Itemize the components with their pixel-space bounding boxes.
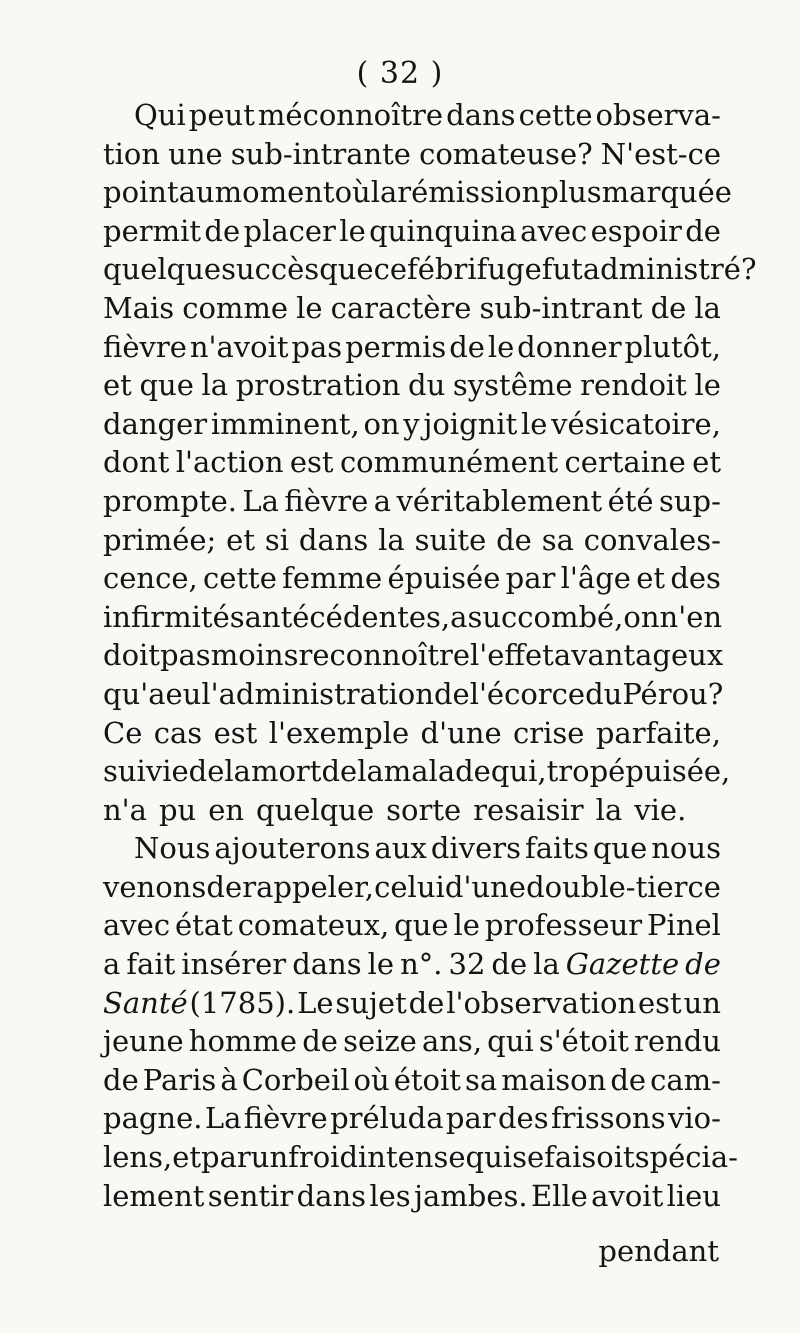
word: qui [465, 1140, 513, 1175]
word: nous [651, 831, 721, 866]
word: caractère [330, 290, 472, 325]
text-line [103, 1138, 738, 1177]
word: l'exemple [268, 715, 410, 750]
word: jambes. [414, 1178, 528, 1213]
word: s'étoit [538, 1024, 629, 1059]
word: rendu [634, 1024, 721, 1059]
word: l'âge [560, 561, 631, 596]
word: sub-intrante [230, 136, 411, 171]
word: pas [291, 329, 343, 364]
word: par [201, 1140, 251, 1175]
word: et [172, 1140, 202, 1175]
word: un [250, 1140, 289, 1175]
word: succès [221, 252, 320, 287]
text-line [103, 752, 731, 791]
word: que [394, 908, 449, 943]
word: prostration [235, 368, 401, 403]
word: seize [343, 1024, 417, 1059]
word: fièvre [284, 483, 369, 518]
word: dont [103, 445, 170, 480]
word: méconnoître [257, 98, 444, 132]
word: quelque [256, 792, 375, 827]
word: avantageux [553, 638, 724, 673]
text-line [103, 598, 721, 637]
word: on [363, 406, 400, 441]
word: sujet [335, 985, 407, 1020]
word: maison [501, 1062, 607, 1097]
word: étoit [393, 1062, 461, 1097]
word: par [505, 561, 556, 596]
word: comme [182, 290, 289, 325]
word: des [670, 561, 721, 596]
page-number: ( 32 ) [356, 56, 444, 91]
word: de [103, 1062, 139, 1097]
word: Paris [142, 1062, 217, 1097]
word: qui [487, 1024, 534, 1059]
word: la [595, 792, 623, 827]
word: rendoit [580, 368, 687, 403]
word: à [220, 1062, 238, 1097]
word: que [319, 252, 374, 287]
word: comateuse? [419, 136, 593, 171]
word: avoit [591, 1178, 664, 1213]
word: la [694, 290, 721, 325]
word: Le [297, 985, 334, 1020]
word: avec [103, 908, 171, 943]
word: venons [103, 869, 207, 904]
word: eu [165, 676, 202, 711]
text-line [103, 636, 724, 675]
word: et [226, 522, 255, 557]
word: le [339, 213, 366, 248]
word: primée; [103, 522, 217, 557]
word: de [408, 985, 445, 1020]
text-line [103, 945, 721, 984]
word: succombé, [467, 599, 624, 634]
word: sorte [386, 792, 462, 827]
word: fièvre [103, 329, 187, 364]
word: point [103, 175, 179, 210]
word: d'une [420, 715, 502, 750]
word: n'avoit [189, 329, 289, 364]
word: avec [520, 213, 588, 248]
word: doit [103, 638, 160, 673]
word: quelque [103, 252, 222, 287]
word: en [208, 792, 245, 827]
word: permit [103, 213, 202, 248]
text-line [103, 984, 721, 1023]
word: du [408, 368, 446, 403]
text-line [103, 1022, 721, 1061]
word: imminent, [210, 406, 360, 441]
word: 32 [448, 947, 486, 982]
word: parfaite, [595, 715, 721, 750]
word: le [296, 290, 323, 325]
word: la [370, 175, 398, 210]
word: l'administration [201, 676, 434, 711]
word: crise [513, 715, 585, 750]
word: la [224, 754, 251, 789]
word: n'a [103, 792, 147, 827]
word: Pérou? [622, 676, 724, 711]
word: qu'a [103, 676, 166, 711]
text-line [103, 250, 757, 289]
word: peut [188, 98, 255, 132]
text-line [103, 482, 721, 521]
word: homme [188, 1024, 298, 1059]
word: dans [446, 98, 516, 132]
word: le [487, 329, 515, 364]
word: spécia- [634, 1140, 738, 1175]
word: a [103, 947, 121, 982]
word: on [623, 599, 660, 634]
text-line [103, 1099, 721, 1138]
word: sub-intrant [479, 290, 643, 325]
word: double-tierce [526, 869, 721, 904]
word: froid [288, 1140, 359, 1175]
word: de [449, 329, 485, 364]
word: jeune [103, 1024, 184, 1059]
text-line [103, 791, 721, 830]
word: marquée [601, 175, 732, 210]
word: sup- [659, 483, 721, 518]
word: sa [465, 1062, 498, 1097]
word: suivie [103, 754, 189, 789]
word: le [694, 368, 721, 403]
word: joignit [423, 406, 518, 441]
word: cas [153, 715, 203, 750]
text-line [103, 675, 724, 714]
word: La [204, 1101, 242, 1136]
word: plutôt, [624, 329, 721, 364]
word: un [683, 985, 721, 1020]
word: cette [518, 98, 593, 132]
word: vie. [634, 792, 687, 827]
word: divers [430, 831, 521, 866]
word: épuisée, [608, 754, 731, 789]
word: Corbeil [241, 1062, 350, 1097]
text-line [103, 906, 721, 945]
word: rémission [397, 175, 541, 210]
text-line [103, 1177, 721, 1216]
word: insérer [181, 947, 287, 982]
word: a [450, 599, 468, 634]
word: n'en [659, 599, 723, 634]
word: prompte. [103, 483, 237, 518]
text-line [103, 559, 721, 598]
text-line [103, 829, 721, 868]
word: intense [358, 1140, 466, 1175]
word: que [592, 831, 648, 866]
word: des [497, 1101, 549, 1136]
text-line [103, 135, 721, 174]
text-line [103, 1061, 721, 1100]
word: au [178, 175, 215, 210]
word: dans [292, 947, 362, 982]
word: et [692, 445, 721, 480]
word: la [378, 522, 405, 557]
word: de [685, 213, 721, 248]
word: fièvre [243, 1101, 328, 1136]
word: d'une [444, 869, 526, 904]
word: administré? [582, 252, 757, 287]
word: ans, [421, 1024, 483, 1059]
word: y [403, 406, 420, 441]
word: femme [282, 561, 383, 596]
word: ce [373, 252, 407, 287]
word: de [302, 1024, 338, 1059]
word: rappeler, [242, 869, 375, 904]
word: de [433, 676, 470, 711]
word: tion [103, 136, 161, 171]
word: lens, [103, 1140, 173, 1175]
word: est [638, 985, 682, 1020]
word: été [607, 483, 654, 518]
word: cence, [103, 561, 198, 596]
word: plus [540, 175, 602, 210]
word: la [357, 754, 384, 789]
word: dans [298, 522, 369, 557]
word: sa [541, 522, 574, 557]
word: antécédentes, [244, 599, 451, 634]
word: espoir [590, 213, 682, 248]
word: est [289, 445, 334, 480]
word: Ce [103, 715, 143, 750]
word: cam- [650, 1062, 721, 1097]
word: de [188, 754, 225, 789]
word: une [168, 136, 223, 171]
word: par [445, 1101, 496, 1136]
word: où [353, 1062, 390, 1097]
word: observa- [595, 98, 721, 132]
word: épuisée [387, 561, 501, 596]
word: celui [374, 869, 445, 904]
word: convales- [583, 522, 721, 557]
word: Nous [134, 831, 211, 866]
word: ajouterons [214, 831, 371, 866]
word: la [201, 368, 229, 403]
word: l'effet [470, 638, 554, 673]
word: Santé [103, 985, 188, 1020]
word: a [373, 483, 392, 518]
word: de [204, 213, 241, 248]
word: frissons [550, 1101, 666, 1136]
word: moment [214, 175, 335, 210]
word: moins [210, 638, 299, 673]
text-line [103, 521, 721, 560]
word: l'écorce [469, 676, 586, 711]
text-line [103, 289, 721, 328]
word: du [585, 676, 623, 711]
word: quinquina [369, 213, 517, 248]
text-line [103, 366, 721, 405]
word: se [512, 1140, 545, 1175]
word: qui, [490, 754, 547, 789]
word: où [334, 175, 371, 210]
word: préluda [330, 1101, 444, 1136]
word: véritablement [396, 483, 603, 518]
word: fut [541, 252, 583, 287]
word: mort [250, 754, 322, 789]
text-line [103, 328, 721, 367]
word: et [103, 368, 132, 403]
word: la [533, 947, 560, 982]
word: pu [158, 792, 197, 827]
word: placer [243, 213, 336, 248]
word: de [321, 754, 358, 789]
word: systême [452, 368, 573, 403]
word: lieu [666, 1178, 721, 1213]
word: malade [383, 754, 491, 789]
word: certaine [564, 445, 686, 480]
word: resaisir [473, 792, 584, 827]
word: le [453, 908, 480, 943]
word: Elle [530, 1178, 588, 1213]
word: de [206, 869, 243, 904]
word: permis [345, 329, 447, 364]
word: sentir [207, 1178, 294, 1213]
word: Qui [134, 98, 186, 132]
word: Pinel [647, 908, 721, 943]
word: suite [414, 522, 487, 557]
word: La [242, 483, 279, 518]
word: comateux, [237, 908, 390, 943]
text-line [103, 443, 721, 482]
word: reconnoître [298, 638, 470, 673]
word: donner [517, 329, 622, 364]
word: que [139, 368, 194, 403]
word: N'est-ce [600, 136, 721, 171]
word: si [264, 522, 290, 557]
word: infirmités [103, 599, 245, 634]
word: de [496, 522, 532, 557]
word: trop [546, 754, 609, 789]
word: Mais [103, 290, 175, 325]
word: danger [103, 406, 208, 441]
word: dans [296, 1178, 367, 1213]
text-line [103, 212, 721, 251]
word: est [213, 715, 258, 750]
word: aux [374, 831, 427, 866]
catchword: pendant [598, 1234, 719, 1268]
word: de [491, 947, 528, 982]
body-text [103, 96, 757, 1215]
word: vio- [667, 1101, 721, 1136]
word: n°. [400, 947, 443, 982]
word: fait [126, 947, 176, 982]
word: cette [202, 561, 277, 596]
text-line [103, 868, 721, 907]
word: de [685, 947, 721, 982]
text-line [103, 714, 721, 753]
word: pagne. [103, 1101, 203, 1136]
word: l'observation [446, 985, 637, 1020]
word: faisoit [544, 1140, 635, 1175]
word: professeur [484, 908, 643, 943]
word: de [610, 1062, 647, 1097]
word: l'action [175, 445, 284, 480]
word: pas [159, 638, 211, 673]
text-line [103, 173, 732, 212]
text-line [103, 405, 721, 444]
word: le [520, 406, 548, 441]
word: fébrifuge [407, 252, 542, 287]
word: le [367, 947, 395, 982]
word: les [369, 1178, 411, 1213]
word: et [636, 561, 666, 596]
word: Gazette [565, 947, 680, 982]
word: faits [525, 831, 589, 866]
word: lement [103, 1178, 205, 1213]
word: de [650, 290, 687, 325]
word: communément [339, 445, 559, 480]
word: état [175, 908, 233, 943]
text-line [103, 96, 721, 135]
word: (1785). [189, 985, 296, 1020]
word: vésicatoire, [551, 406, 721, 441]
